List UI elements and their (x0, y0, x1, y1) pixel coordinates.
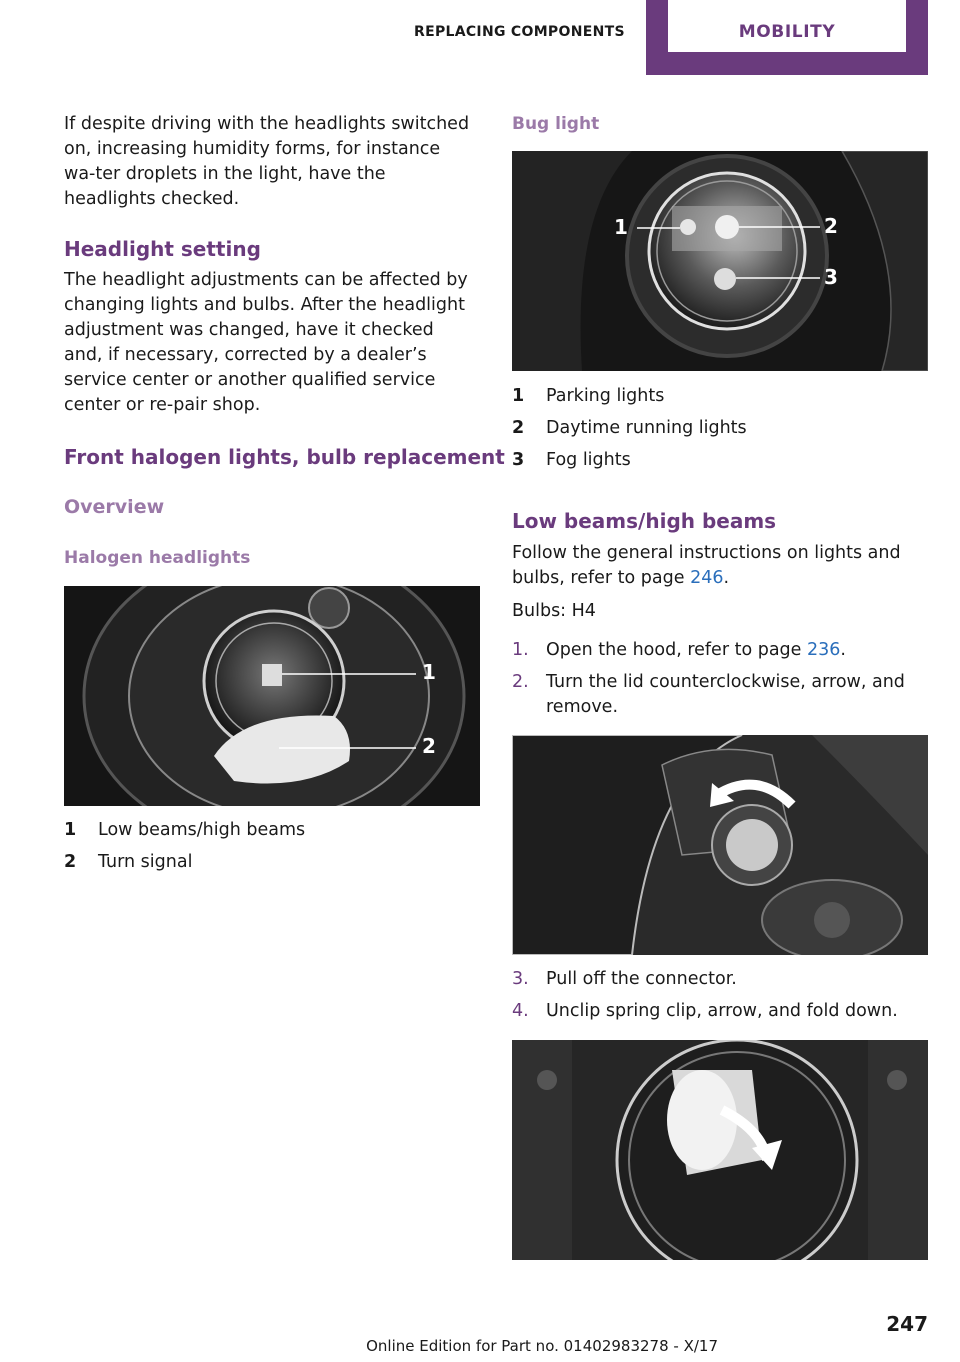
legend-number: 1 (512, 386, 525, 406)
legend-number: 3 (512, 450, 525, 470)
bulbs-spec: Bulbs: H4 (512, 601, 596, 621)
chapter-tab (646, 0, 928, 75)
heading-front-halogen: Front halogen lights, bulb replacement (64, 445, 505, 469)
step-number: 1. (512, 640, 529, 660)
heading-bug-light: Bug light (512, 114, 600, 134)
page-link-246[interactable]: 246 (690, 568, 724, 588)
step-text: Turn the lid counterclockwise, arrow, and remove. (546, 672, 905, 717)
callout-2-label: 2 (824, 214, 838, 238)
callout-1-label: 1 (422, 660, 436, 684)
step-number: 2. (512, 672, 529, 692)
legend-number: 2 (64, 852, 77, 872)
heading-halogen-headlights: Halogen headlights (64, 548, 251, 568)
legend-label: Daytime running lights (546, 418, 747, 438)
heading-low-high-beams: Low beams/high beams (512, 509, 777, 533)
edition-note: Online Edition for Part no. 01402983278 - X/17 (366, 1337, 718, 1355)
callout-2-label: 2 (422, 734, 436, 758)
intro-paragraph: If despite driving with the headlights switched on, increasing humidity forms, for instance wa-ter droplets in the light, have the headlights checked. (64, 114, 470, 209)
step-text (546, 638, 927, 663)
low-beams-text-end: . (723, 568, 730, 588)
step-text-part: Open the hood, refer to page (546, 640, 807, 660)
legend-label: Turn signal (98, 852, 193, 872)
legend-label: Fog lights (546, 450, 631, 470)
spring-clip-image (512, 1040, 928, 1260)
running-header-section: REPLACING COMPONENTS (414, 24, 625, 40)
legend-label: Low beams/high beams (98, 820, 306, 840)
step-number: 4. (512, 1001, 529, 1021)
callout-1-label: 1 (614, 215, 628, 239)
step-text: Pull off the connector. (546, 969, 737, 989)
setting-paragraph: The headlight adjustments can be affected by changing lights and bulbs. After the headlight adjustment was changed, have it checked and, if necessary, corrected by a dealer’s service center or another qualified service center or re-pair shop. (64, 270, 468, 415)
step-number: 3. (512, 969, 529, 989)
legend-number: 2 (512, 418, 525, 438)
legend-number: 1 (64, 820, 77, 840)
step-text: Unclip spring clip, arrow, and fold down. (546, 1001, 898, 1021)
callout-3-label: 3 (824, 265, 838, 289)
bug-light-image (512, 151, 928, 371)
lid-removal-image (512, 735, 928, 955)
page-link-236[interactable]: 236 (807, 640, 841, 660)
page-number: 247 (886, 1312, 928, 1336)
chapter-tab-label: MOBILITY (738, 22, 836, 42)
heading-overview: Overview (64, 496, 165, 518)
legend-label: Parking lights (546, 386, 665, 406)
low-beams-paragraph (512, 541, 927, 591)
halogen-headlight-image (64, 586, 480, 806)
step-text-end: . (840, 640, 846, 660)
heading-headlight-setting: Headlight setting (64, 237, 261, 261)
low-beams-text: Follow the general instructions on lights and bulbs, refer to page (512, 543, 901, 588)
